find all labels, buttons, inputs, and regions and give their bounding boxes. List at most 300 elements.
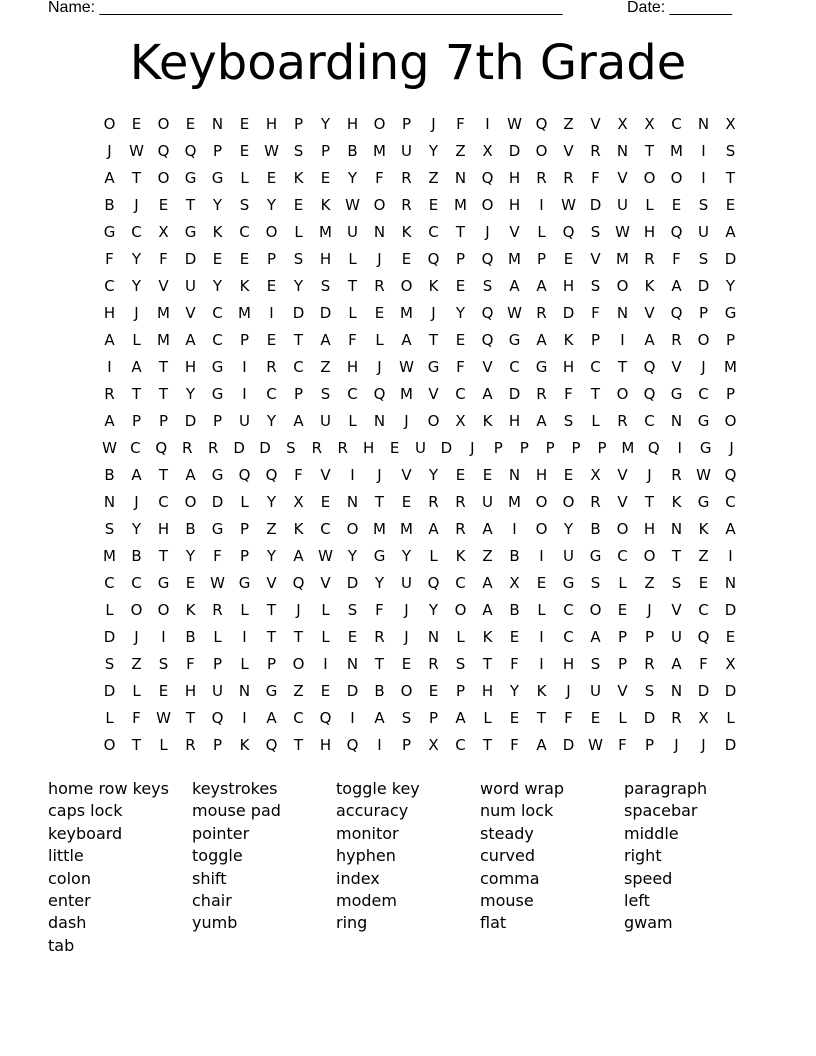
word-list-item: home row keys: [48, 779, 169, 798]
grid-letter: C: [617, 547, 628, 565]
grid-letter: Z: [644, 574, 655, 592]
word-list-item: left: [624, 891, 650, 911]
grid-letter: Y: [266, 412, 277, 430]
grid-letter: V: [320, 574, 331, 592]
grid-letter: W: [345, 196, 360, 214]
grid-letter: O: [562, 493, 575, 511]
grid-letter: Q: [238, 466, 251, 484]
grid-letter: P: [158, 412, 169, 430]
grid-letter: P: [212, 655, 223, 673]
grid-letter: V: [428, 385, 439, 403]
grid-letter: Y: [131, 250, 142, 268]
grid-letter: Y: [428, 466, 439, 484]
grid-letter: Y: [266, 493, 277, 511]
grid-letter: C: [212, 331, 223, 349]
grid-letter: D: [211, 493, 224, 511]
grid-letter: O: [265, 223, 278, 241]
grid-letter: D: [103, 628, 116, 646]
grid-letter: O: [670, 169, 683, 187]
grid-letter: D: [562, 736, 575, 754]
grid-letter: L: [375, 331, 384, 349]
grid-letter: E: [590, 709, 601, 727]
grid-letter: H: [643, 520, 656, 538]
grid-letter: J: [107, 142, 112, 160]
grid-letter: Q: [211, 709, 224, 727]
grid-letter: F: [510, 655, 519, 673]
grid-letter: H: [535, 466, 548, 484]
grid-letter: U: [239, 412, 250, 430]
grid-letter: E: [401, 655, 412, 673]
grid-letter: T: [617, 358, 628, 376]
grid-letter: O: [643, 547, 656, 565]
word-list-item: curved: [480, 846, 535, 866]
grid-letter: Q: [481, 250, 494, 268]
grid-letter: H: [508, 412, 521, 430]
grid-letter: C: [347, 385, 358, 403]
grid-letter: X: [509, 574, 520, 592]
grid-letter: Q: [155, 439, 168, 457]
grid-letter: P: [266, 655, 277, 673]
grid-letter: T: [185, 709, 196, 727]
grid-letter: J: [377, 250, 382, 268]
grid-letter: I: [323, 655, 328, 673]
grid-letter: H: [481, 682, 494, 700]
grid-letter: O: [535, 493, 548, 511]
grid-letter: R: [563, 169, 574, 187]
grid-letter: D: [346, 682, 359, 700]
grid-letter: A: [536, 412, 547, 430]
grid-letter: E: [509, 709, 520, 727]
grid-letter: E: [509, 628, 520, 646]
grid-letter: S: [158, 655, 169, 673]
grid-letter: K: [644, 277, 655, 295]
grid-letter: Q: [319, 709, 332, 727]
grid-letter: H: [346, 358, 359, 376]
grid-letter: D: [562, 304, 575, 322]
grid-letter: M: [670, 142, 683, 160]
grid-letter: A: [131, 358, 142, 376]
word-list-item: enter: [48, 891, 91, 911]
grid-letter: G: [724, 304, 737, 322]
grid-letter: N: [346, 493, 359, 511]
grid-letter: E: [455, 331, 466, 349]
grid-letter: J: [404, 601, 409, 619]
grid-letter: Y: [428, 601, 439, 619]
grid-letter: N: [454, 169, 467, 187]
word-column: [480, 778, 624, 935]
grid-letter: E: [725, 196, 736, 214]
grid-letter: F: [132, 709, 141, 727]
grid-letter: O: [157, 115, 170, 133]
grid-letter: N: [697, 115, 710, 133]
grid-letter: L: [240, 655, 249, 673]
grid-letter: L: [618, 709, 627, 727]
grid-letter: N: [103, 493, 116, 511]
grid-letter: N: [427, 628, 440, 646]
grid-letter: P: [644, 628, 655, 646]
grid-letter: C: [455, 385, 466, 403]
grid-letter: P: [597, 439, 607, 457]
grid-letter: U: [590, 682, 601, 700]
grid-letter: O: [535, 142, 548, 160]
grid-letter: S: [563, 412, 574, 430]
grid-letter: H: [184, 358, 197, 376]
grid-letter: F: [105, 250, 114, 268]
grid-letter: J: [674, 736, 679, 754]
grid-letter: L: [645, 196, 654, 214]
grid-letter: I: [242, 358, 247, 376]
grid-letter: Q: [535, 115, 548, 133]
grid-letter: A: [482, 520, 493, 538]
grid-letter: L: [159, 736, 168, 754]
grid-letter: E: [131, 115, 142, 133]
grid-letter: W: [588, 736, 603, 754]
grid-letter: C: [698, 385, 709, 403]
grid-letter: L: [483, 709, 492, 727]
grid-letter: L: [348, 304, 357, 322]
grid-letter: E: [428, 682, 439, 700]
grid-letter: I: [485, 115, 490, 133]
grid-letter: C: [293, 358, 304, 376]
grid-letter: W: [399, 358, 414, 376]
grid-letter: S: [347, 601, 358, 619]
grid-letter: F: [564, 709, 573, 727]
grid-letter: B: [590, 520, 601, 538]
grid-letter: A: [482, 385, 493, 403]
word-list-item: comma: [480, 868, 540, 888]
word-list-item: speed: [624, 868, 673, 888]
grid-letter: U: [212, 682, 223, 700]
grid-letter: F: [510, 736, 519, 754]
grid-letter: P: [266, 250, 277, 268]
grid-letter: Y: [266, 196, 277, 214]
grid-letter: K: [185, 601, 196, 619]
grid-letter: Y: [374, 574, 385, 592]
grid-letter: E: [401, 493, 412, 511]
grid-letter: P: [455, 682, 466, 700]
grid-letter: D: [103, 682, 116, 700]
grid-letter: V: [320, 466, 331, 484]
grid-letter: G: [697, 412, 710, 430]
grid-letter: Y: [131, 520, 142, 538]
word-list-item: spacebar: [624, 801, 698, 821]
grid-letter: I: [350, 709, 355, 727]
grid-letter: O: [184, 493, 197, 511]
grid-letter: I: [512, 520, 517, 538]
grid-letter: R: [590, 142, 601, 160]
grid-letter: I: [161, 628, 166, 646]
grid-letter: V: [617, 493, 628, 511]
grid-letter: F: [564, 385, 573, 403]
grid-letter: G: [157, 574, 170, 592]
grid-letter: B: [104, 196, 115, 214]
grid-letter: Q: [643, 385, 656, 403]
grid-letter: Q: [373, 385, 386, 403]
grid-letter: L: [105, 601, 114, 619]
grid-letter: A: [320, 331, 331, 349]
grid-letter: G: [265, 682, 278, 700]
grid-letter: Q: [724, 466, 737, 484]
word-list-item: steady: [480, 823, 534, 843]
grid-letter: T: [644, 493, 655, 511]
grid-letter: K: [563, 331, 574, 349]
grid-letter: C: [428, 223, 439, 241]
grid-letter: R: [536, 169, 547, 187]
grid-letter: O: [427, 412, 440, 430]
grid-letter: V: [671, 358, 682, 376]
word-list-item: tab: [48, 935, 75, 955]
grid-letter: N: [670, 412, 683, 430]
grid-letter: J: [134, 628, 139, 646]
grid-letter: C: [563, 601, 574, 619]
grid-letter: X: [482, 142, 493, 160]
grid-letter: T: [131, 736, 142, 754]
grid-letter: A: [482, 601, 493, 619]
grid-letter: H: [346, 115, 359, 133]
grid-letter: A: [509, 277, 520, 295]
grid-letter: E: [347, 628, 358, 646]
grid-letter: S: [455, 655, 466, 673]
word-list-item: toggle: [192, 846, 243, 866]
grid-letter: S: [286, 439, 296, 457]
grid-letter: O: [535, 520, 548, 538]
grid-letter: Z: [698, 547, 709, 565]
grid-letter: V: [401, 466, 412, 484]
date-line: Date: _______: [627, 0, 732, 16]
grid-letter: Y: [266, 547, 277, 565]
grid-letter: M: [454, 196, 467, 214]
grid-letter: Y: [347, 169, 358, 187]
grid-letter: I: [620, 331, 625, 349]
grid-letter: G: [184, 169, 197, 187]
grid-letter: D: [508, 142, 521, 160]
grid-letter: E: [239, 250, 250, 268]
grid-letter: T: [644, 142, 655, 160]
grid-letter: T: [131, 169, 142, 187]
grid-letter: M: [373, 520, 386, 538]
grid-letter: C: [293, 709, 304, 727]
grid-letter: R: [212, 601, 223, 619]
name-line: Name: ____________________________________________________: [48, 0, 563, 16]
grid-letter: N: [724, 574, 737, 592]
grid-letter: T: [428, 331, 439, 349]
word-list-item: hyphen: [336, 846, 396, 866]
grid-letter: P: [644, 736, 655, 754]
word-list-item: flat: [480, 913, 507, 933]
grid-letter: O: [643, 169, 656, 187]
grid-letter: Y: [212, 277, 223, 295]
grid-letter: P: [590, 331, 601, 349]
grid-letter: K: [482, 412, 493, 430]
grid-letter: E: [374, 304, 385, 322]
word-list-item: modem: [336, 891, 397, 911]
grid-letter: S: [725, 142, 736, 160]
grid-letter: O: [454, 601, 467, 619]
grid-letter: K: [671, 493, 682, 511]
grid-letter: O: [481, 196, 494, 214]
grid-letter: P: [131, 412, 142, 430]
grid-letter: B: [131, 547, 142, 565]
grid-letter: E: [401, 250, 412, 268]
grid-letter: H: [103, 304, 116, 322]
grid-letter: T: [482, 655, 493, 673]
grid-letter: Q: [670, 304, 683, 322]
grid-letter: I: [242, 385, 247, 403]
word-list-item: keyboard: [48, 823, 123, 843]
grid-letter: H: [508, 196, 521, 214]
grid-letter: A: [185, 331, 196, 349]
grid-letter: E: [158, 682, 169, 700]
grid-letter: E: [428, 196, 439, 214]
grid-letter: J: [431, 115, 436, 133]
grid-letter: M: [103, 547, 116, 565]
grid-letter: W: [264, 142, 279, 160]
grid-letter: V: [644, 304, 655, 322]
grid-letter: B: [185, 520, 196, 538]
grid-letter: D: [697, 682, 710, 700]
grid-letter: S: [590, 574, 601, 592]
word-list-item: yumb: [192, 913, 238, 933]
grid-letter: N: [670, 520, 683, 538]
grid-letter: R: [671, 331, 682, 349]
grid-letter: B: [347, 142, 358, 160]
grid-letter: L: [132, 331, 141, 349]
grid-letter: Q: [157, 142, 170, 160]
grid-letter: D: [724, 250, 737, 268]
grid-letter: C: [698, 601, 709, 619]
grid-letter: D: [319, 304, 332, 322]
grid-letter: C: [671, 115, 682, 133]
grid-letter: K: [239, 736, 250, 754]
grid-letter: A: [293, 412, 304, 430]
grid-letter: U: [185, 277, 196, 295]
word-list-item: gwam: [624, 913, 673, 933]
grid-letter: A: [536, 277, 547, 295]
grid-letter: E: [266, 277, 277, 295]
grid-letter: D: [259, 439, 271, 457]
grid-letter: H: [265, 115, 278, 133]
grid-letter: F: [591, 169, 600, 187]
grid-letter: T: [158, 547, 169, 565]
grid-letter: Z: [428, 169, 439, 187]
grid-letter: O: [130, 601, 143, 619]
grid-letter: M: [616, 250, 629, 268]
grid-letter: R: [104, 385, 115, 403]
grid-letter: T: [293, 628, 304, 646]
grid-letter: D: [440, 439, 453, 457]
grid-letter: A: [104, 331, 115, 349]
grid-letter: U: [671, 628, 682, 646]
grid-letter: J: [701, 358, 706, 376]
grid-letter: D: [589, 196, 602, 214]
grid-letter: U: [698, 223, 709, 241]
grid-letter: M: [238, 304, 251, 322]
grid-letter: V: [482, 358, 493, 376]
grid-letter: Q: [481, 169, 494, 187]
grid-letter: Q: [427, 574, 440, 592]
grid-letter: G: [238, 574, 251, 592]
grid-letter: A: [104, 412, 115, 430]
grid-letter: A: [131, 466, 142, 484]
word-list-item: right: [624, 846, 662, 866]
grid-letter: T: [158, 358, 169, 376]
grid-letter: Z: [266, 520, 277, 538]
grid-letter: P: [212, 412, 223, 430]
grid-letter: E: [320, 682, 331, 700]
grid-letter: S: [698, 250, 709, 268]
grid-letter: K: [293, 520, 304, 538]
grid-letter: P: [617, 628, 628, 646]
grid-letter: K: [212, 223, 223, 241]
word-list-item: mouse pad: [192, 801, 281, 821]
grid-letter: W: [696, 466, 711, 484]
grid-letter: U: [320, 412, 331, 430]
word-list-item: index: [336, 868, 380, 888]
grid-letter: Y: [293, 277, 304, 295]
grid-letter: O: [346, 520, 359, 538]
grid-letter: L: [240, 169, 249, 187]
grid-letter: Y: [347, 547, 358, 565]
grid-letter: A: [455, 709, 466, 727]
grid-letter: C: [563, 628, 574, 646]
word-column: [336, 778, 480, 935]
grid-letter: W: [156, 709, 171, 727]
grid-letter: H: [157, 520, 170, 538]
grid-letter: M: [157, 304, 170, 322]
grid-letter: R: [182, 439, 193, 457]
grid-letter: Y: [428, 142, 439, 160]
grid-letter: W: [210, 574, 225, 592]
grid-letter: V: [509, 223, 520, 241]
grid-letter: J: [134, 304, 139, 322]
grid-letter: R: [311, 439, 323, 457]
grid-letter: J: [404, 628, 409, 646]
grid-letter: E: [293, 196, 304, 214]
grid-letter: O: [373, 196, 386, 214]
grid-letter: H: [184, 682, 197, 700]
grid-letter: P: [617, 655, 628, 673]
grid-letter: R: [401, 169, 412, 187]
grid-letter: G: [699, 439, 712, 457]
grid-letter: F: [294, 466, 303, 484]
grid-letter: V: [617, 466, 628, 484]
grid-letter: S: [320, 277, 331, 295]
grid-letter: G: [697, 493, 710, 511]
grid-letter: Z: [455, 142, 466, 160]
grid-letter: E: [617, 601, 628, 619]
grid-letter: A: [185, 466, 196, 484]
grid-letter: F: [375, 601, 384, 619]
grid-letter: R: [455, 520, 466, 538]
grid-letter: T: [671, 547, 682, 565]
grid-letter: I: [269, 304, 274, 322]
grid-letter: M: [621, 439, 635, 457]
grid-letter: V: [266, 574, 277, 592]
grid-letter: G: [589, 547, 602, 565]
grid-letter: A: [590, 628, 601, 646]
grid-letter: W: [318, 547, 333, 565]
grid-letter: N: [616, 142, 629, 160]
grid-letter: V: [590, 250, 601, 268]
grid-letter: S: [320, 385, 331, 403]
word-list-item: middle: [624, 823, 679, 843]
grid-letter: M: [319, 223, 332, 241]
grid-letter: A: [671, 655, 682, 673]
grid-letter: G: [427, 358, 440, 376]
grid-letter: R: [590, 493, 601, 511]
grid-letter: L: [618, 574, 627, 592]
grid-letter: I: [701, 142, 706, 160]
